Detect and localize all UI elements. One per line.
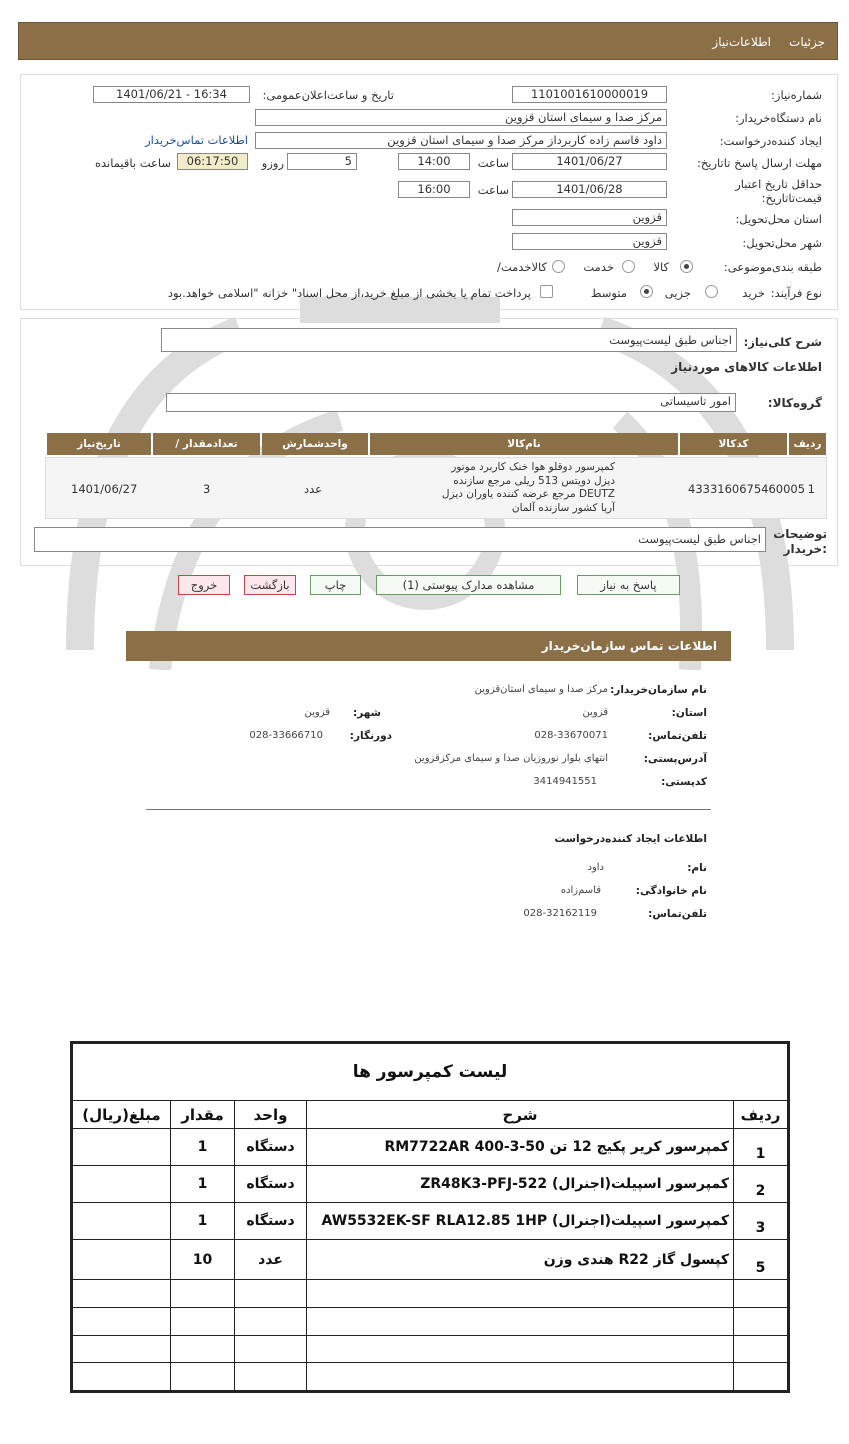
list-row-index: 1 xyxy=(734,1129,788,1166)
row-index: 1 xyxy=(807,482,815,496)
list-row-index: 2 xyxy=(734,1166,788,1203)
list-row-description: کمپرسور کریر پکیج 12 تن 50-3-400 RM7722AR xyxy=(307,1129,734,1166)
category-service-label: خدمت xyxy=(583,260,614,274)
buyer-contact-header: اطلاعات تماس سازمان‌خریدار xyxy=(126,631,731,661)
notes-label: توضیحات xyxy=(773,527,827,541)
days-label: روزو xyxy=(261,156,284,170)
row-code: 4333160675460005 xyxy=(688,482,806,496)
list-col-description: شرح xyxy=(307,1101,734,1129)
list-col-index: ردیف xyxy=(734,1101,788,1129)
col-name-header: نام‌کالا xyxy=(370,433,678,455)
first-name-label: نام: xyxy=(687,862,707,874)
phone-value: 028-33670071 xyxy=(534,730,608,741)
need-number-label: شماره‌نیاز: xyxy=(771,88,822,102)
list-row-amount xyxy=(73,1166,171,1203)
address-value: انتهای بلوار نوروزیان صدا و سیمای مرکزقزوین xyxy=(414,753,608,764)
city-field: قزوین xyxy=(512,233,667,250)
device-label: نام دستگاه‌خریدار: xyxy=(735,111,822,125)
validity-time-label: ساعت xyxy=(477,183,509,197)
creator-phone-value: 028-32162119 xyxy=(523,908,597,919)
table-row xyxy=(73,1166,788,1203)
list-col-unit: واحد xyxy=(235,1101,307,1129)
category-service-radio[interactable] xyxy=(622,260,635,273)
row-name: کمپرسور دوقلو هوا خنک کاربرد موتور دیزل دویتس 513 ریلی مرجع سازنده DEUTZ مرجع عرضه کننده یاوران دیزل آریا کشور سازنده آلمان xyxy=(441,461,615,514)
table-row xyxy=(73,1307,788,1335)
col-unit-header: واحدشمارش xyxy=(262,433,368,455)
deadline-time-field: 14:00 xyxy=(398,153,470,170)
need-number-field: 1101001610000019 xyxy=(512,86,667,103)
last-name-value: قاسم‌زاده xyxy=(560,885,601,896)
list-row-unit: دستگاه xyxy=(235,1129,307,1166)
deadline-date-field: 1401/06/27 xyxy=(512,153,667,170)
col-code-header: کدکالا xyxy=(680,433,787,455)
tab-need-info[interactable]: اطلاعات‌نیاز xyxy=(712,35,771,49)
list-col-amount: مبلغ(ریال) xyxy=(73,1101,171,1129)
col-qty-header: تعدادمقدار / xyxy=(153,433,260,455)
list-row-unit: دستگاه xyxy=(235,1166,307,1203)
row-date: 1401/06/27 xyxy=(71,482,138,496)
table-row xyxy=(73,1363,788,1391)
contact-city-value: قزوین xyxy=(304,707,330,718)
remaining-time-label: ساعت باقیمانده xyxy=(94,156,171,170)
tab-details[interactable]: جزئیات xyxy=(789,35,825,49)
postal-label: کدپستی: xyxy=(661,776,707,788)
process-minor-label: جزیی xyxy=(664,286,691,300)
list-col-qty: مقدار xyxy=(171,1101,235,1129)
top-bar xyxy=(18,22,838,60)
creator-phone-label: تلفن‌تماس: xyxy=(648,908,707,920)
category-goods-label: کالا xyxy=(653,260,669,274)
category-label: طبقه بندی‌موضوعی: xyxy=(723,260,822,274)
first-name-value: داود xyxy=(587,862,604,873)
notes-field: اجناس طبق لیست‌پیوست xyxy=(34,527,766,552)
days-field: 5 xyxy=(287,153,357,170)
goods-info-title: اطلاعات کالاهای موردنیاز xyxy=(671,360,822,374)
creator-label: ایجاد کننده‌درخواست: xyxy=(719,134,822,148)
remaining-time-field: 06:17:50 xyxy=(177,153,248,170)
list-row-amount xyxy=(73,1203,171,1240)
last-name-label: نام خانوادگی: xyxy=(635,885,707,897)
contact-province-value: قزوین xyxy=(582,707,608,718)
notes-label-2: :خریدار xyxy=(783,542,827,556)
table-row xyxy=(73,1129,788,1166)
goods-group-field: امور تاسیساتی xyxy=(166,393,736,412)
category-goods-service-radio[interactable] xyxy=(552,260,565,273)
validity-time-field: 16:00 xyxy=(398,181,470,198)
process-minor-radio[interactable] xyxy=(705,285,718,298)
back-button[interactable]: بازگشت xyxy=(244,575,296,595)
list-row-qty: 1 xyxy=(171,1203,235,1240)
validity-label: حداقل تاریخ اعتبار قیمت‌تا‌تاریخ: xyxy=(735,177,822,205)
col-index-header: ردیف xyxy=(789,433,826,455)
list-row-description: کپسول گاز R22 هندی وزن xyxy=(307,1240,734,1280)
list-row-index: 5 xyxy=(734,1240,788,1280)
table-row xyxy=(73,1280,788,1308)
list-row-unit: دستگاه xyxy=(235,1203,307,1240)
summary-label: شرح کلی‌نیاز: xyxy=(743,335,822,349)
phone-label: تلفن‌تماس: xyxy=(648,730,707,742)
list-row-qty: 1 xyxy=(171,1129,235,1166)
row-qty: 3 xyxy=(203,482,211,496)
device-field: مرکز صدا و سیمای استان قزوین xyxy=(255,109,667,126)
list-row-index: 3 xyxy=(734,1203,788,1240)
col-date-header: تاریخ‌نیاز xyxy=(47,433,151,455)
compressor-list-table xyxy=(70,1041,790,1393)
row-unit: عدد xyxy=(304,482,323,496)
exit-button[interactable]: خروج xyxy=(178,575,230,595)
province-label: استان محل‌تحویل: xyxy=(735,212,822,226)
table-row xyxy=(73,1203,788,1240)
fax-label: دورنگار: xyxy=(349,730,392,742)
creator-info-title: اطلاعات ایجاد کننده‌درخواست xyxy=(554,833,707,845)
buyer-contact-link[interactable]: اطلاعات تماس‌خریدار xyxy=(145,133,248,147)
goods-group-label: گروه‌کالا: xyxy=(767,396,822,410)
list-row-amount xyxy=(73,1129,171,1166)
deadline-label: مهلت ارسال پاسخ تا‌تاریخ: xyxy=(697,156,822,170)
deadline-time-label: ساعت xyxy=(477,156,509,170)
list-row-amount xyxy=(73,1240,171,1280)
contact-city-label: شهر: xyxy=(353,707,381,719)
treasury-payment-note: پرداخت تمام یا بخشی از مبلغ خرید،از محل اسناد" خزانه "اسلامی خواهد.بود xyxy=(167,286,531,300)
process-medium-radio[interactable] xyxy=(640,285,653,298)
creator-field: داود قاسم زاده کاربرداز مرکز صدا و سیمای استان قزوین xyxy=(255,132,667,149)
category-goods-radio[interactable] xyxy=(680,260,693,273)
list-row-qty: 1 xyxy=(171,1166,235,1203)
province-field: قزوین xyxy=(512,209,667,226)
fax-value: 028-33666710 xyxy=(249,730,323,741)
table-row xyxy=(73,1240,788,1280)
table-row xyxy=(73,1335,788,1363)
postal-value: 3414941551 xyxy=(533,776,597,787)
process-purchase-label: خرید xyxy=(742,286,765,300)
org-label: نام سازمان‌خریدار: xyxy=(610,684,707,696)
print-button[interactable]: چاپ xyxy=(310,575,361,595)
process-label: نوع فرآیند: xyxy=(770,286,822,300)
compressor-list-title: لیست کمپرسور ها xyxy=(73,1044,788,1101)
list-row-qty: 10 xyxy=(171,1240,235,1280)
contact-province-label: استان: xyxy=(671,707,707,719)
category-goods-service-label: کالاخدمت/ xyxy=(496,260,547,274)
announce-field: 1401/06/21 - 16:34 xyxy=(93,86,250,103)
divider xyxy=(146,809,711,810)
address-label: آدرس‌پستی: xyxy=(643,753,707,765)
org-value: مرکز صدا و سیمای استان‌قزوین xyxy=(474,684,608,695)
list-row-description: کمپرسور اسپیلت(اجنرال) AW5532EK-SF RLA12.85 1HP xyxy=(307,1203,734,1240)
validity-date-field: 1401/06/28 xyxy=(512,181,667,198)
reply-button[interactable]: پاسخ به نیاز xyxy=(577,575,680,595)
list-row-unit: عدد xyxy=(235,1240,307,1280)
treasury-payment-checkbox[interactable] xyxy=(540,285,553,298)
summary-field: اجناس طبق لیست‌پیوست xyxy=(161,328,737,352)
view-documents-button[interactable]: مشاهده مدارک پیوستی (1) xyxy=(376,575,561,595)
city-label: شهر محل‌تحویل: xyxy=(742,236,822,250)
announce-label: تاریخ و ساعت‌اعلان‌عمومی: xyxy=(262,88,394,102)
process-medium-label: متوسط xyxy=(590,286,627,300)
list-row-description: کمپرسور اسپیلت(اجنرال) ZR48K3-PFJ-522 xyxy=(307,1166,734,1203)
